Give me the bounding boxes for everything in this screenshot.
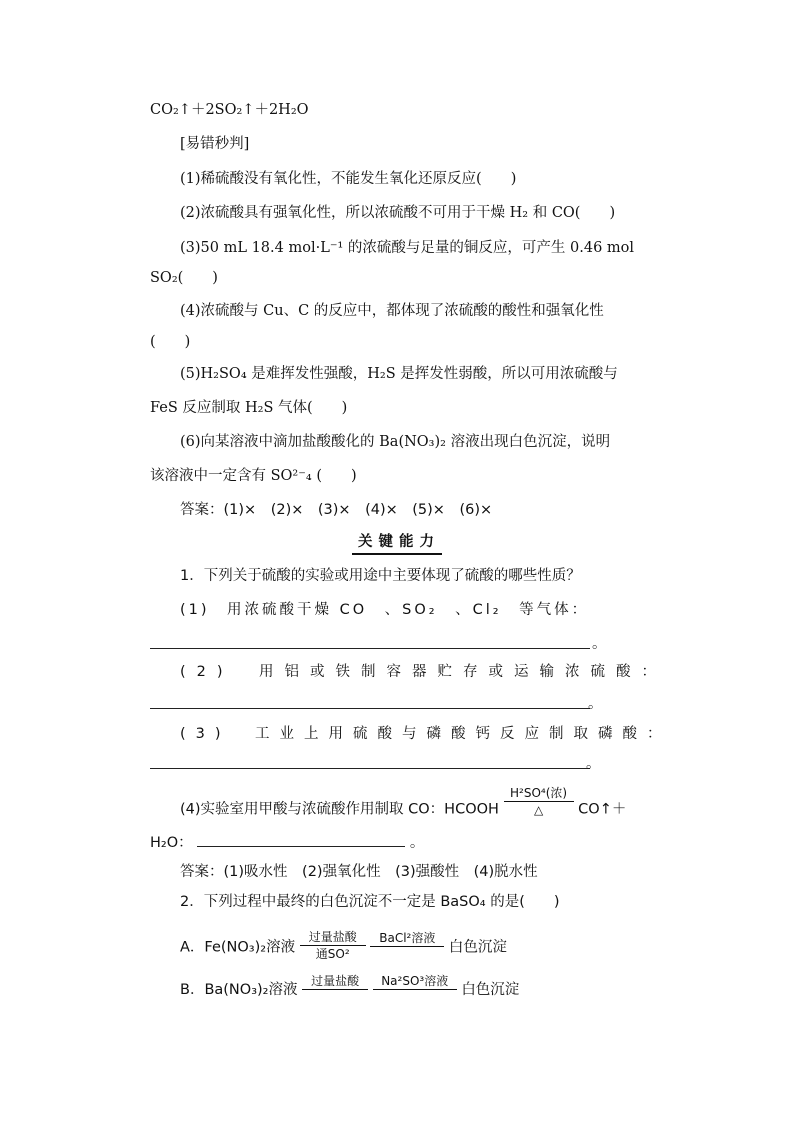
q1-item-4 xyxy=(180,786,627,825)
judgement-4: (4)浓硫酸与 Cu、C 的反应中，都体现了浓硫酸的酸性和强氧化性 xyxy=(180,303,604,319)
option-b-end: 白色沉淀 xyxy=(461,982,520,998)
q2-option-b[interactable] xyxy=(180,973,520,1000)
period-4: 。 xyxy=(409,835,425,851)
q1-item-1: (1) 用浓硫酸干燥 CO 、SO₂ 、Cl₂ 等气体： xyxy=(180,602,590,618)
arrow-icon xyxy=(370,946,444,947)
q1-item-2: (2) 用铝或铁制容器贮存或运输浓硫酸： xyxy=(180,664,668,680)
condition-reagent: H²SO⁴(浓) xyxy=(510,786,568,800)
yicuo-heading: [易错秒判] xyxy=(180,136,250,152)
section-heading xyxy=(0,530,794,555)
arrow-icon xyxy=(302,989,368,990)
answer-blank-2[interactable] xyxy=(150,708,590,709)
q1-item-4-text: (4)实验室用甲酸与浓硫酸作用制取 CO：HCOOH xyxy=(180,801,499,818)
arrow-icon xyxy=(504,801,574,802)
q1-item-4-cont xyxy=(150,832,424,853)
option-b-cond2-top: Na²SO³溶液 xyxy=(381,973,449,988)
period-1: 。 xyxy=(592,636,607,652)
q2-stem: 2．下列过程中最终的白色沉淀不一定是 BaSO₄ 的是( ) xyxy=(180,894,560,910)
option-a-cond1-bot: 通SO² xyxy=(315,947,350,961)
q1-answer: 答案：(1)吸水性 (2)强氧化性 (3)强酸性 (4)脱水性 xyxy=(180,864,538,880)
option-b-cond1-top: 过量盐酸 xyxy=(311,973,360,988)
period-2: 。 xyxy=(588,696,603,712)
option-a-condition-1 xyxy=(300,930,366,961)
q2-option-a[interactable] xyxy=(180,932,507,963)
option-a-cond1-top: 过量盐酸 xyxy=(308,930,357,944)
option-a-start: A．Fe(NO₃)₂溶液 xyxy=(180,939,296,956)
option-a-cond2-top: BaCl²溶液 xyxy=(379,931,436,945)
judgement-3-cont: SO₂( ) xyxy=(150,270,218,286)
arrow-icon xyxy=(300,945,366,946)
q1-item-4-product: CO↑＋ xyxy=(578,801,627,818)
judgement-6-cont: 该溶液中一定含有 SO²⁻₄ ( ) xyxy=(150,468,357,484)
q1-stem: 1．下列关于硫酸的实验或用途中主要体现了硫酸的哪些性质？ xyxy=(180,568,581,584)
q1-item-3: (3) 工业上用硫酸与磷酸钙反应制取磷酸： xyxy=(180,726,672,742)
option-a-condition-2 xyxy=(370,931,444,948)
judgement-5: (5)H₂SO₄ 是难挥发性强酸，H₂S 是挥发性弱酸，所以可用浓硫酸与 xyxy=(180,366,618,382)
answer-blank-3[interactable] xyxy=(150,768,590,769)
judgement-4-cont: ( ) xyxy=(150,334,191,350)
option-a-end: 白色沉淀 xyxy=(448,939,507,956)
option-b-condition-2 xyxy=(373,974,457,991)
judgement-6: (6)向某溶液中滴加盐酸酸化的 Ba(NO₃)₂ 溶液出现白色沉淀，说明 xyxy=(180,434,611,450)
judgement-5-cont: FeS 反应制取 H₂S 气体( ) xyxy=(150,400,348,416)
answer-blank-4[interactable] xyxy=(197,832,405,847)
period-3: 。 xyxy=(586,756,601,772)
section-title: 关键能力 xyxy=(352,530,442,555)
judgement-1: (1)稀硫酸没有氧化性，不能发生氧化还原反应( ) xyxy=(180,171,517,187)
answer-blank-1[interactable] xyxy=(150,648,590,649)
q1-item-4-water: H₂O： xyxy=(150,835,193,851)
judgement-3: (3)50 mL 18.4 mol·L⁻¹ 的浓硫酸与足量的铜反应，可产生 0.46 mol xyxy=(180,240,635,256)
option-b-start: B．Ba(NO₃)₂溶液 xyxy=(180,982,298,998)
reaction-condition xyxy=(504,786,574,817)
judgement-2: (2)浓硫酸具有强氧化性，所以浓硫酸不可用于干燥 H₂ 和 CO( ) xyxy=(180,205,616,221)
arrow-icon xyxy=(373,989,457,990)
heat-symbol: △ xyxy=(533,803,544,817)
answer-judgements: 答案：(1)× (2)× (3)× (4)× (5)× (6)× xyxy=(180,502,493,518)
option-b-condition-1 xyxy=(302,974,368,991)
reaction-line: CO₂↑＋2SO₂↑＋2H₂O xyxy=(150,102,309,118)
